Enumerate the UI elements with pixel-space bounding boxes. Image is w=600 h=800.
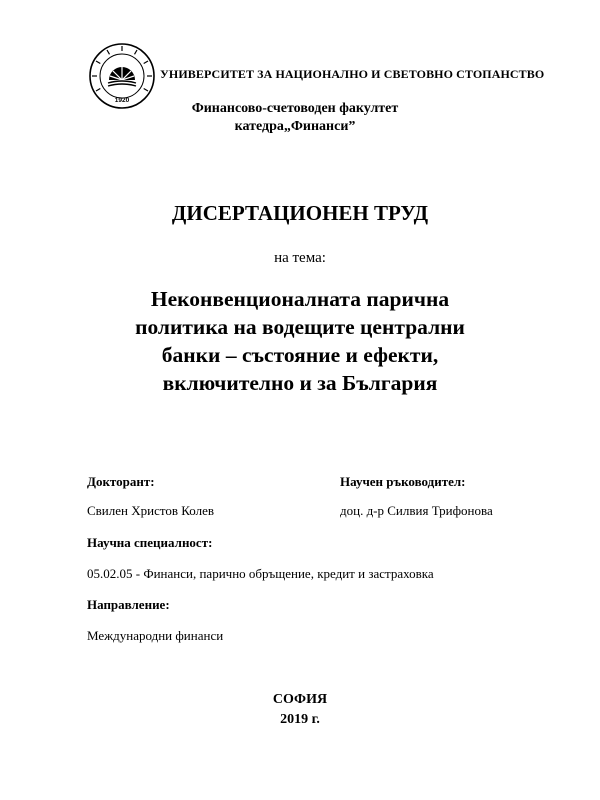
logo-year: 1920 [114, 97, 130, 104]
direction-label: Направление: [87, 597, 170, 612]
faculty-name: Финансово-счетоводен факултет [191, 101, 399, 116]
university-name: УНИВЕРСИТЕТ ЗА НАЦИОНАЛНО И СВЕТОВНО СТОПАНСТВО [160, 67, 545, 81]
city-year-block [0, 690, 600, 730]
year: 2019 г. [280, 712, 320, 727]
title-line-3: банки – състояние и ефекти, [161, 343, 439, 367]
supervisor-name: доц. д-р Силвия Трифонова [340, 503, 493, 518]
city: СОФИЯ [272, 692, 328, 707]
direction-value: Международни финанси [87, 628, 224, 643]
title-line-4: включително и за България [162, 371, 438, 395]
title-line-1: Неконвенционалната парична [150, 287, 450, 311]
supervisor-label: Научен ръководител: [340, 474, 466, 489]
department-name: катедра„Финанси” [234, 119, 356, 134]
topic-intro: на тема: [274, 250, 326, 266]
doctoral-label: Докторант: [87, 474, 155, 489]
university-logo [88, 42, 156, 110]
specialty-value: 05.02.05 - Финанси, парично обръщение, кредит и застраховка [87, 566, 434, 581]
university-seal-icon [88, 42, 156, 110]
doctoral-name: Свилен Христов Колев [87, 503, 214, 518]
specialty-label: Научна специалност: [87, 535, 213, 550]
title-line-2: политика на водещите централни [135, 315, 465, 339]
dissertation-title [0, 285, 600, 397]
document-type: ДИСЕРТАЦИОНЕН ТРУД [171, 201, 429, 225]
